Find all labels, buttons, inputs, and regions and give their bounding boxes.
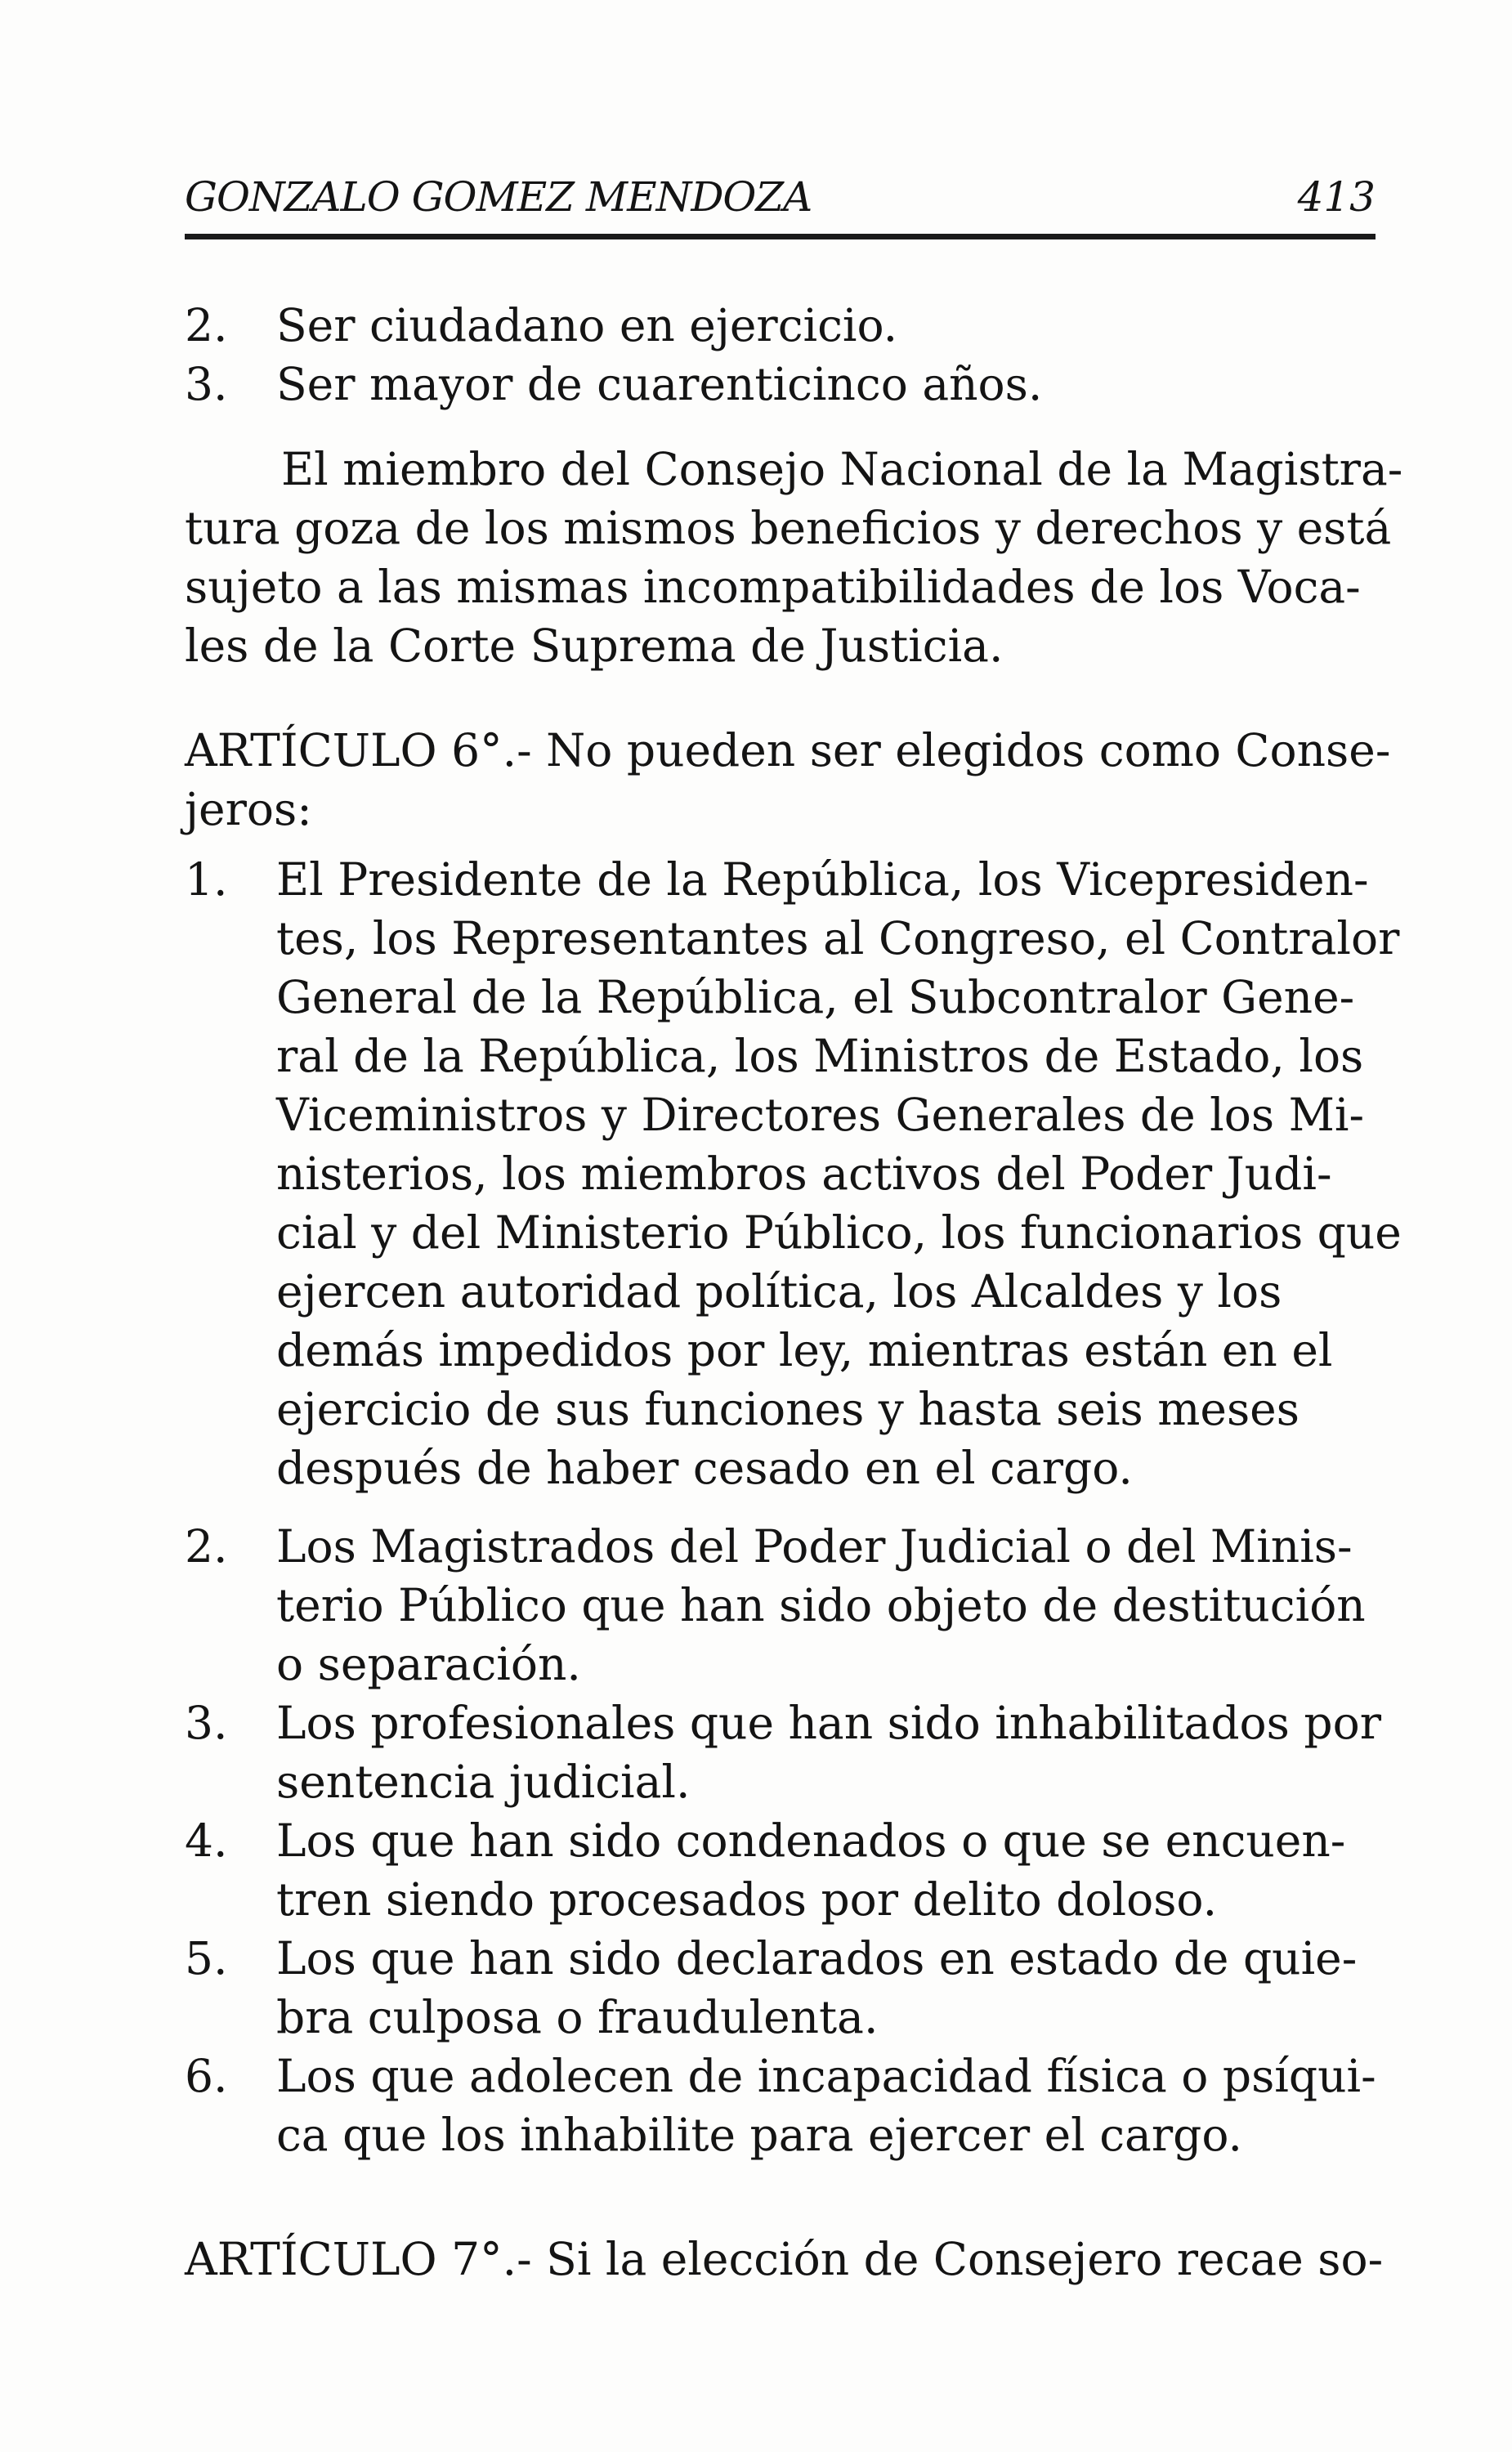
article-line: ARTÍCULO 6°.- No pueden ser elegidos como Conse-: [185, 724, 1391, 776]
list-item-line: tren siendo procesados por delito doloso.: [276, 1873, 1218, 1926]
list-item-text: [276, 1929, 1376, 2047]
list-item-line: bra culposa o fraudulenta.: [276, 1991, 879, 2043]
list-item-line: Los que adolecen de incapacidad física o psíqui-: [276, 2050, 1376, 2102]
list-item-line: Los que han sido declarados en estado de quie-: [276, 1932, 1358, 1984]
list-item-text: [276, 2047, 1376, 2164]
list-item-text: [276, 1517, 1376, 1694]
list-item-text: [276, 850, 1402, 1497]
list-item-line: El Presidente de la República, los Vicepresiden-: [276, 853, 1369, 906]
list-item-line: Los profesionales que han sido inhabilitados por: [276, 1697, 1381, 1749]
paragraph-line: les de la Corte Suprema de Justicia.: [185, 620, 1004, 672]
list-item-line: ral de la República, los Ministros de Estado, los: [276, 1030, 1364, 1082]
running-header-author: GONZALO GOMEZ MENDOZA: [185, 173, 812, 221]
list-item-line: Los Magistrados del Poder Judicial o del Minis-: [276, 1520, 1353, 1573]
article-line: ARTÍCULO 7°.- Si la elección de Consejero recae so-: [185, 2233, 1384, 2285]
list-item-line: después de haber cesado en el cargo.: [276, 1442, 1133, 1494]
list-item-line: nisterios, los miembros activos del Poder Judi-: [276, 1148, 1332, 1200]
list-number: 2.: [185, 299, 228, 351]
list-item-text: [276, 1694, 1381, 1811]
header-rule: [185, 234, 1376, 239]
list-item-line: ca que los inhabilite para ejercer el cargo.: [276, 2109, 1242, 2161]
list-item-text: Ser ciudadano en ejercicio.: [276, 299, 898, 351]
list-item-line: sentencia judicial.: [276, 1756, 691, 1808]
page-number: 413: [1297, 173, 1376, 221]
running-header: [185, 173, 1376, 227]
list-item-text: [276, 1811, 1376, 1929]
list-item-line: ejercicio de sus funciones y hasta seis meses: [276, 1383, 1300, 1435]
list-item-line: demás impedidos por ley, mientras están en el: [276, 1324, 1333, 1376]
paragraph-line: tura goza de los mismos beneficios y derechos y está: [185, 502, 1392, 554]
paragraph-line: El miembro del Consejo Nacional de la Magistra-: [281, 443, 1403, 495]
list-item-line: o separación.: [276, 1638, 581, 1690]
list-item-line: Viceministros y Directores Generales de los Mi-: [276, 1089, 1365, 1141]
list-number: 1.: [185, 853, 228, 906]
list-item-line: terio Público que han sido objeto de destitución: [276, 1579, 1366, 1631]
list-number: 2.: [185, 1520, 228, 1573]
list-item-line: Los que han sido condenados o que se encuen-: [276, 1814, 1346, 1867]
list-number: 3.: [185, 1697, 228, 1749]
article-7-heading: [185, 2230, 1384, 2289]
list-item-text: Ser mayor de cuarenticinco años.: [276, 358, 1043, 410]
list-number: 3.: [185, 358, 228, 410]
list-number: 5.: [185, 1932, 228, 1984]
list-item-line: ejercen autoridad política, los Alcaldes y los: [276, 1265, 1282, 1318]
list-number: 6.: [185, 2050, 228, 2102]
article-6-heading: [185, 721, 1391, 839]
list-item-line: tes, los Representantes al Congreso, el Contralor: [276, 912, 1400, 964]
list-item-line: General de la República, el Subcontralor Gene-: [276, 971, 1355, 1023]
article-line: jeros:: [185, 783, 312, 835]
list-number: 4.: [185, 1814, 228, 1867]
list-item-line: cial y del Ministerio Público, los funcionarios que: [276, 1206, 1402, 1259]
paragraph-line: sujeto a las mismas incompatibilidades de los Voca-: [185, 561, 1361, 613]
paragraph-benefits: [185, 440, 1403, 675]
